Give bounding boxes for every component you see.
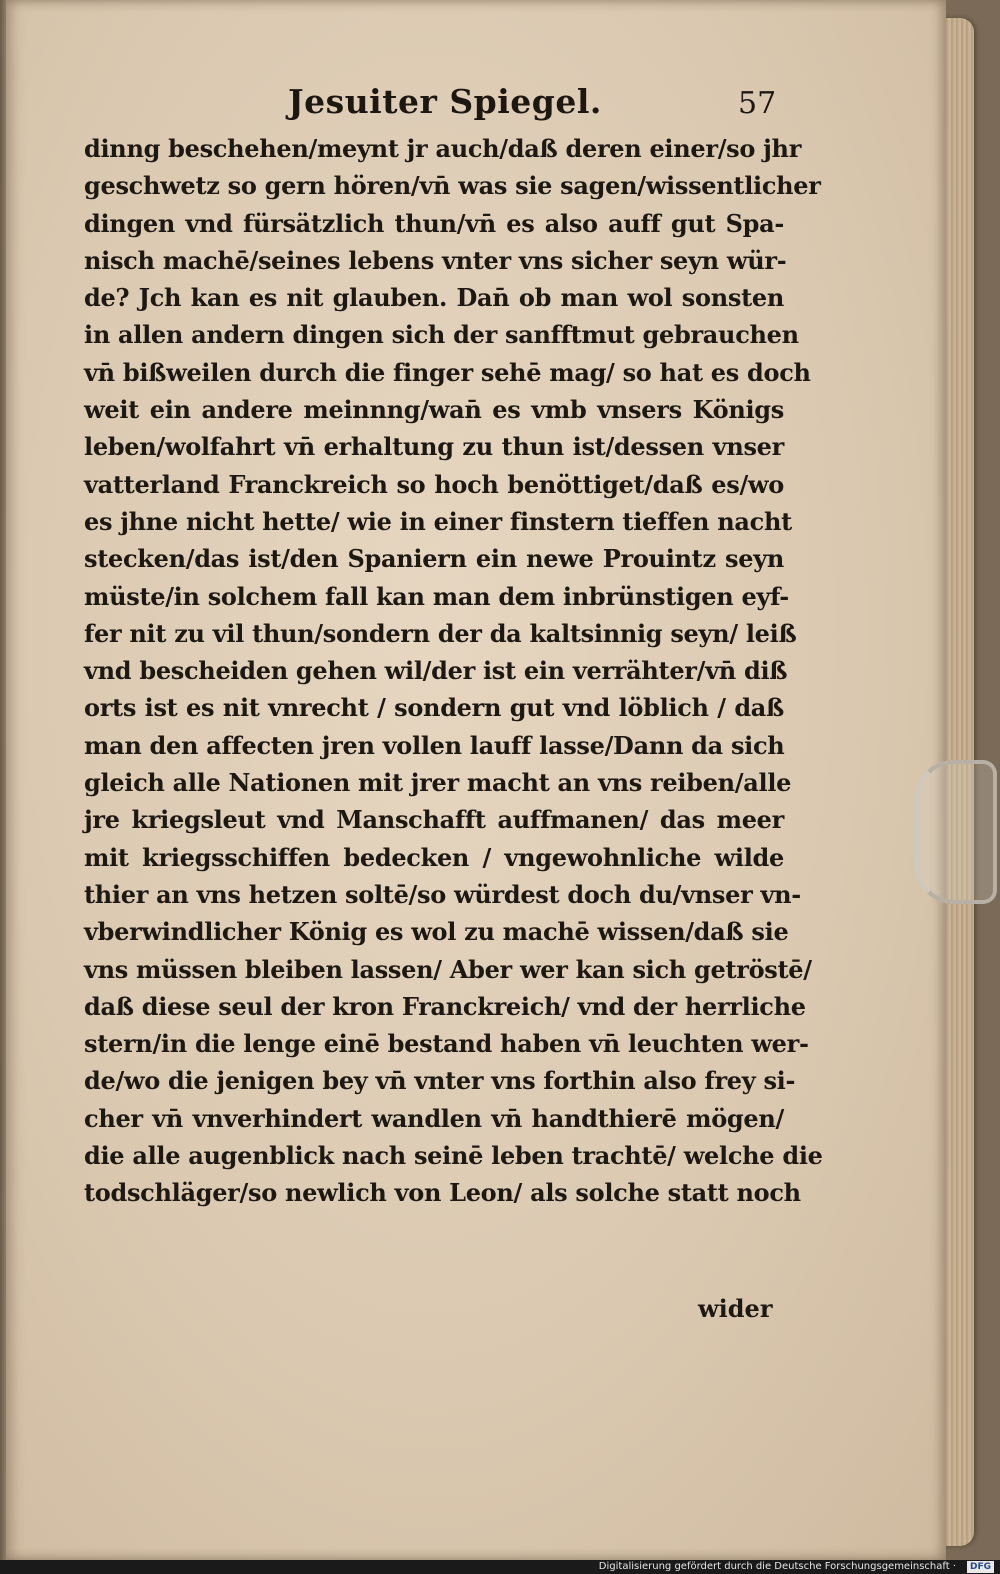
text-line: cher vn̄ vnverhindert wandlen vn̄ handthierē mögen/ xyxy=(84,1103,784,1133)
text-line: leben/wolfahrt vn̄ erhaltung zu thun ist/dessen vnser xyxy=(84,432,784,462)
text-line: daß diese seul der kron Franckreich/ vnd der herrliche xyxy=(84,991,806,1021)
text-line: vn̄ bißweilen durch die finger sehē mag/ so hat es doch xyxy=(84,357,811,387)
text-line: nisch machē/seines lebens vnter vns sicher seyn wür- xyxy=(84,245,787,275)
text-line: dinng beschehen/meynt jr auch/daß deren einer/so jhr xyxy=(84,134,802,163)
text-line: dingen vnd fürsätzlich thun/vn̄ es also auff gut Spa- xyxy=(84,208,784,238)
text-line: weit ein andere meinnng/wan̄ es vmb vnsers Königs xyxy=(84,395,784,425)
text-line: vberwindlicher König es wol zu machē wissen/daß sie xyxy=(84,917,789,947)
catchword: wider xyxy=(698,1294,773,1323)
text-line: vatterland Franckreich so hoch benöttiget/daß es/wo xyxy=(84,469,784,499)
text-line: vnd bescheiden gehen wil/der ist ein verrähter/vn̄ diß xyxy=(84,656,788,686)
text-line: thier an vns hetzen soltē/so würdest doch du/vnser vn- xyxy=(84,879,801,909)
text-line: man den affecten jren vollen lauff lasse/Dann da sich xyxy=(84,730,785,760)
text-line: müste/in solchem fall kan man dem inbrünstigen eyf- xyxy=(84,581,789,611)
text-line: jre kriegsleut vnd Manschafft auffmanen/ das meer xyxy=(84,805,784,835)
text-line: vns müssen bleiben lassen/ Aber wer kan sich getröstē/ xyxy=(84,954,812,984)
footer-bar xyxy=(0,1560,1000,1574)
text-line: de/wo die jenigen bey vn̄ vnter vns forthin also frey si- xyxy=(84,1066,796,1096)
text-line: de? Jch kan es nit glauben. Dan̄ ob man wol sonsten xyxy=(84,283,784,313)
dfg-logo: DFG xyxy=(967,1561,994,1573)
page-clip xyxy=(914,760,997,904)
text-line: geschwetz so gern hören/vn̄ was sie sagen/wissentlicher xyxy=(84,171,821,201)
text-line: gleich alle Nationen mit jrer macht an vns reiben/alle xyxy=(84,768,792,798)
text-line: todschläger/so newlich von Leon/ als solche statt noch xyxy=(84,1178,801,1208)
text-line: mit kriegsschiffen bedecken / vngewohnliche wilde xyxy=(84,842,784,872)
text-line: stern/in die lenge einē bestand haben vn̄ leuchten wer- xyxy=(84,1029,809,1059)
book-page xyxy=(6,0,946,1560)
text-line: in allen andern dingen sich der sanfftmut gebrauchen xyxy=(84,320,799,350)
text-line: die alle augenblick nach seinē leben trachtē/ welche die xyxy=(84,1141,823,1171)
running-head: Jesuiter Spiegel. xyxy=(288,82,602,121)
text-block xyxy=(84,130,823,1212)
text-line: fer nit zu vil thun/sondern der da kaltsinnig seyn/ leiß xyxy=(84,618,797,648)
text-line: es jhne nicht hette/ wie in einer finstern tieffen nacht xyxy=(84,506,792,536)
text-line: orts ist es nit vnrecht / sondern gut vnd löblich / daß xyxy=(84,693,784,723)
footer-credit: Digitalisierung gefördert durch die Deutsche Forschungsgemeinschaft · xyxy=(598,1561,956,1572)
text-line: stecken/das ist/den Spaniern ein newe Prouintz seyn xyxy=(84,544,784,574)
page-number: 57 xyxy=(738,86,777,121)
